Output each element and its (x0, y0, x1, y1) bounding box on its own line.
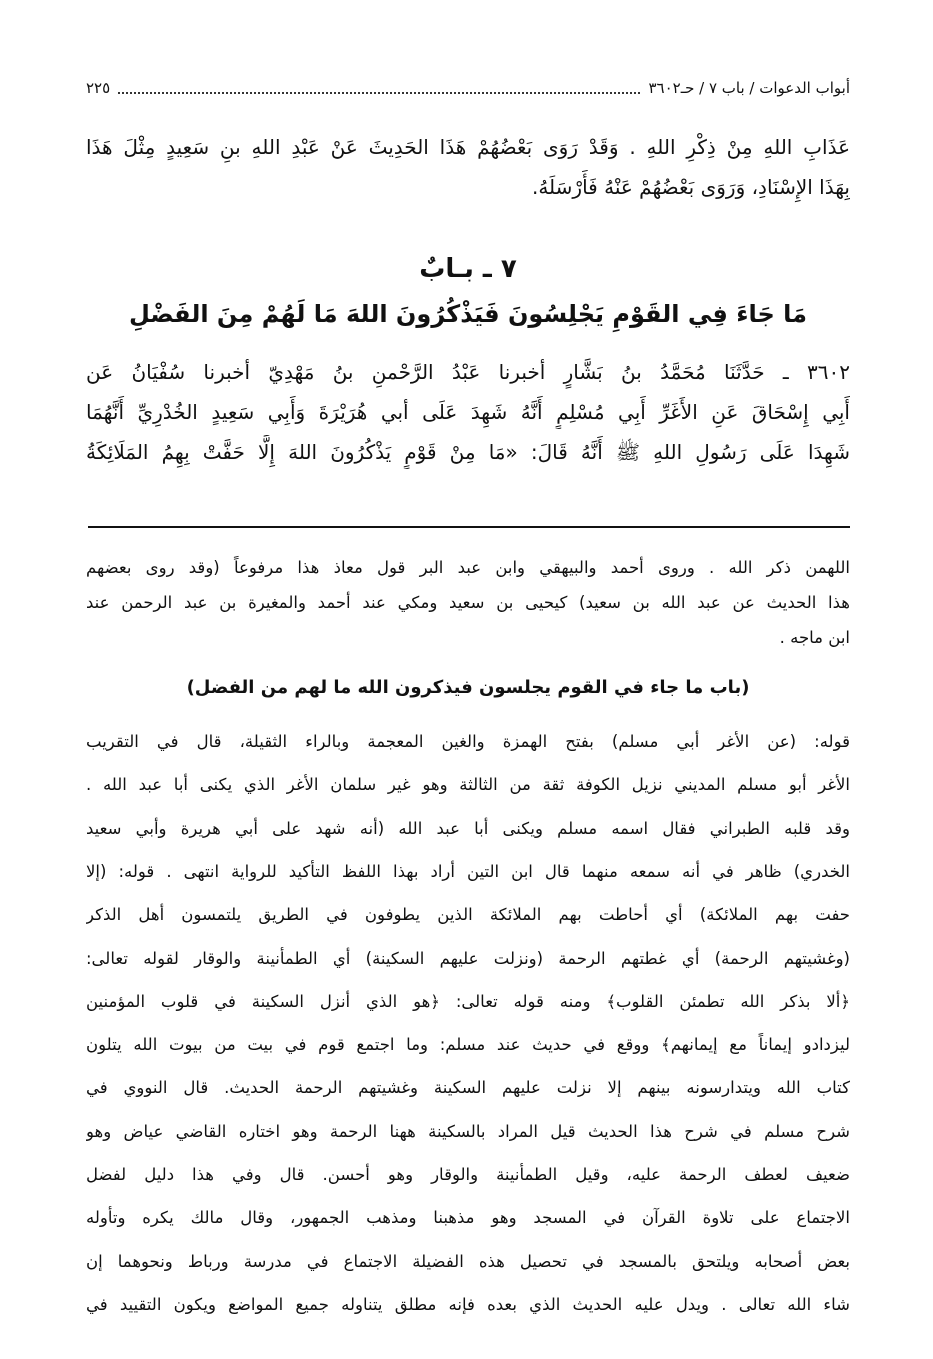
chapter-title: مَا جَاءَ فِي القَوْمِ يَجْلِسُونَ فَيَذْكُرُونَ اللهَ مَا لَهُمْ مِنَ الفَضْلِ (128, 300, 808, 328)
commentary-line: ضعيف لعطف الرحمة عليه، وقيل الطمأنينة والوقار وهو أحسن. قال وفي هذا دليل لفضل (86, 1165, 850, 1184)
hadith-line: أَبِي إِسْحَاقَ عَنِ الأَغَرِّ أَبِي مُسْلِمٍ أَنَّهُ شَهِدَ عَلَى أبي هُرَيْرَةَ وَأَبِي سَعِيدٍ الخُدْرِيِّ أَنَّهُمَا (86, 400, 850, 424)
commentary-line: حفت بهم الملائكة) أي أحاطت بهم الملائكة الذين يطوفون في الطريق يلتمسون أهل الذكر (86, 905, 850, 925)
commentary-line: وقد قلبه الطبراني فقال اسمه مسلم ويكنى أبا عبد الله (أنه شهد على أبي هريرة وأبي سعيد (86, 818, 850, 838)
page-number: ٢٢٥ (86, 79, 111, 97)
hadith-line: شَهِدَا عَلَى رَسُولِ اللهِ ﷺ أَنَّهُ قَالَ: «مَا مِنْ قَوْمٍ يَذْكُرُونَ اللهَ إِلَّا حَفَّتْ بِهِمُ المَلَائِكَةُ (86, 440, 850, 464)
main-text-line: بِهَذَا الإِسْنَادِ، وَرَوَى بَعْضُهُمْ عَنْهُ فَأَرْسَلَهُ. (531, 175, 850, 199)
commentary-line: قوله: (عن الأغر أبي مسلم) بفتح الهمزة والغين المعجمة وبالراء الثقيلة، قال في التقريب (86, 732, 850, 751)
commentary-line: ﴿ألا بذكر الله تطمئن القلوب﴾ ومنه قوله تعالى: ﴿هو الذي أنزل السكينة في قلوب المؤمنين (86, 991, 850, 1011)
commentary-line: ابن ماجه . (779, 628, 850, 647)
commentary-line: اللهمن ذكر الله . وروى أحمد والبيهقي وابن عبد البر قول معاذ هذا مرفوعاً (وقد روى بعضهم (86, 558, 850, 577)
commentary-line: (وغشيتهم الرحمة) أي غطتهم الرحمة (ونزلت عليهم السكينة) أي الطمأنينة والوقار لقوله تعالى: (86, 948, 850, 968)
main-text-line: عَذَابِ اللهِ مِنْ ذِكْرِ اللهِ . وَقَدْ رَوَى بَعْضُهُمْ هَذَا الحَدِيثَ عَنْ عَبْدِ اللهِ بنِ سَعِيدٍ مِثْلَ هَذَا (86, 135, 850, 159)
running-title: أبواب الدعوات / باب ٧ / حـ٣٦٠٢ (648, 79, 850, 97)
commentary-line: شرح مسلم في شرح هذا الحديث قيل المراد بالسكينة ههنا الرحمة وهو اختاره القاضي عياض وهو (86, 1121, 850, 1141)
commentary-line: كتاب الله ويتدارسونه بينهم إلا نزلت عليهم السكينة وغشيتهم الرحمة الحديث. قال النووي في (86, 1078, 850, 1098)
commentary-line: الأغر أبو مسلم المديني نزيل الكوفة ثقة من الثالثة وهو غير سلمان الأغر الذي يكنى أبا عبد الله . (86, 775, 850, 795)
commentary-line: الخدري) ظاهر في أنه سمعه منهما قال ابن التين أراد بهذا اللفظ التأكيد للرواية انتهى . قوله: (إلا (86, 861, 850, 881)
commentary-line: الاجتماع على تلاوة القرآن في المسجد وهو مذهبنا ومذهب الجمهور، وقال مالك يكره وتأوله (86, 1208, 850, 1228)
leader-dots (118, 82, 640, 94)
commentary-heading: (باب ما جاء في القوم يجلسون فيذكرون الله ما لهم من الفضل) (186, 677, 750, 698)
commentary-line: بعض أصحابه ويلتحق بالمسجد في تحصيل هذه الفضيلة الاجتماع في مدرسة ورباط ونحوهما إن (86, 1251, 850, 1271)
running-header (86, 74, 850, 102)
commentary-line: ليزدادو إيماناً مع إيمانهم﴾ ووقع في حديث عند مسلم: وما اجتمع قوم في بيت من بيوت الله يتلون (86, 1035, 850, 1055)
commentary-line: شاء الله تعالى . ويدل عليه الحديث الذي بعده فإنه مطلق يتناوله جميع المواضع ويكون التقييد في (86, 1294, 850, 1314)
footnote-divider (88, 526, 850, 528)
commentary-line: هذا الحديث عن عبد الله بن سعيد) كيحيى بن سعيد ومكي عند أحمد والمغيرة بن عبد الرحمن عند (86, 593, 850, 612)
hadith-line: ٣٦٠٢ ـ حَدَّثَنَا مُحَمَّدُ بنُ بَشَّارٍ أخبرنا عَبْدُ الرَّحْمنِ بنُ مَهْدِيّ أخبرنا سُفْيَانُ عَن (86, 360, 850, 384)
chapter-number: ٧ ـ بـابٌ (419, 254, 517, 284)
